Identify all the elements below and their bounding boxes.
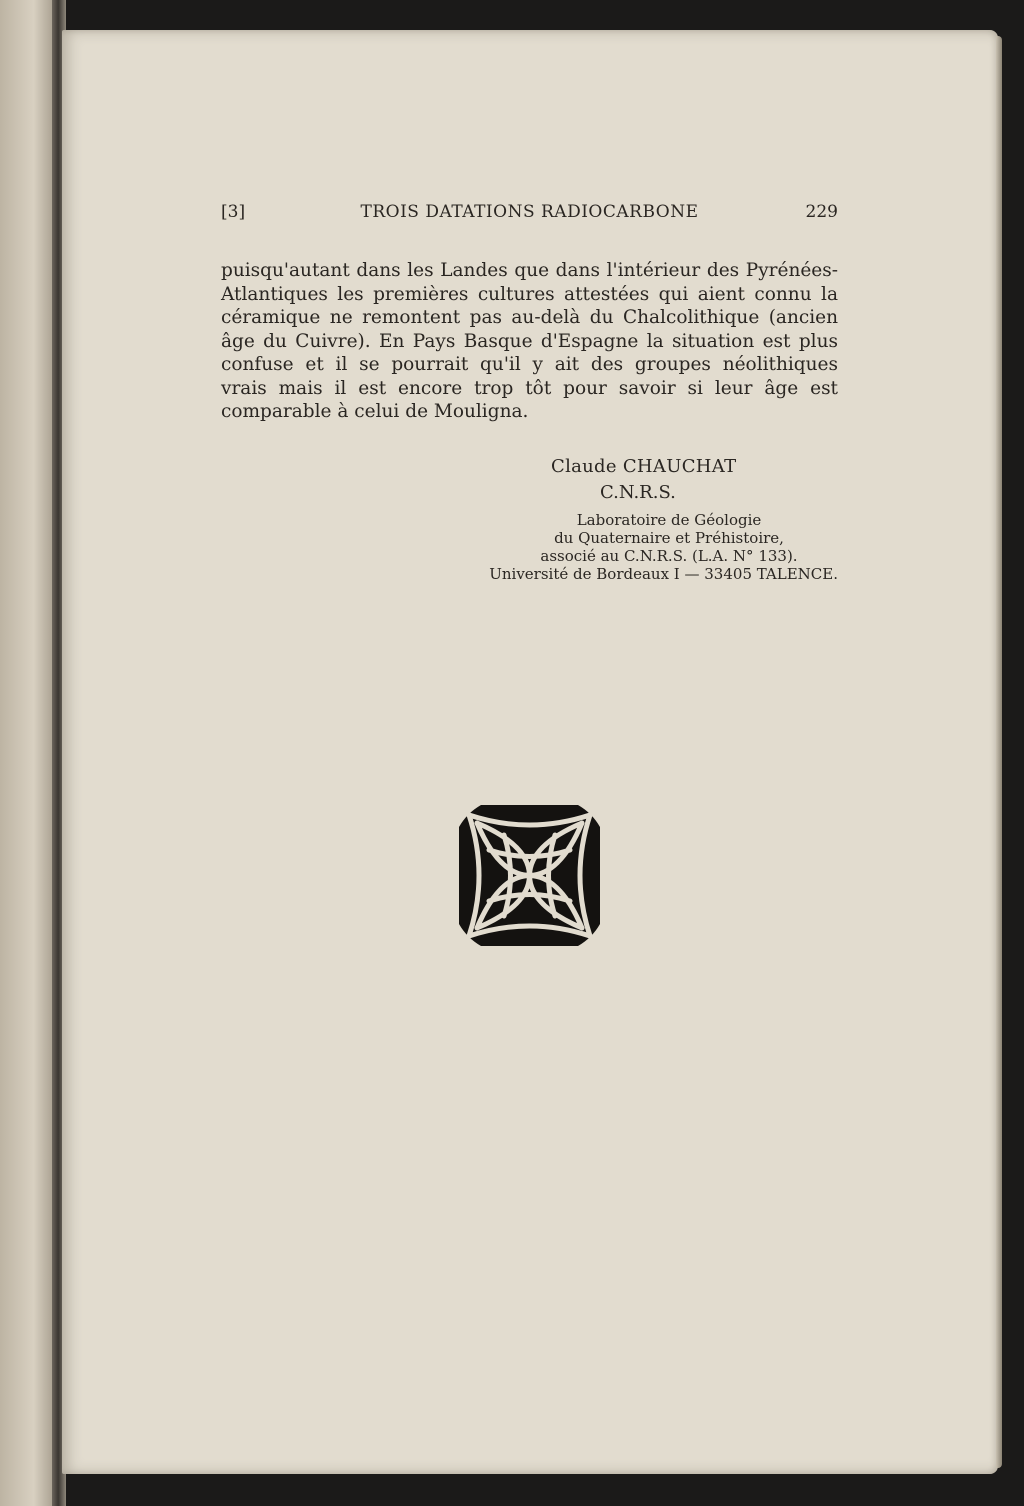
text-line: confuse et il se pourrait qu'il y ait des groupes néolithiques bbox=[221, 354, 838, 375]
facing-page-edge bbox=[0, 0, 56, 1506]
affiliation-line: du Quaternaire et Préhistoire, bbox=[554, 529, 784, 547]
affiliation-line: associé au C.N.R.S. (L.A. N° 133). bbox=[540, 547, 798, 565]
page-number: 229 bbox=[805, 202, 838, 222]
affiliation-line: Laboratoire de Géologie bbox=[576, 511, 762, 529]
book-page bbox=[62, 30, 998, 1474]
text-line: Atlantiques les premières cultures attestées qui aient connu la bbox=[221, 283, 838, 305]
author-name: Claude CHAUCHAT bbox=[551, 456, 737, 477]
affiliation-line: Université de Bordeaux I — 33405 TALENCE. bbox=[489, 565, 838, 583]
text-line: puisqu'autant dans les Landes que dans l'intérieur des Pyrénées- bbox=[221, 260, 838, 281]
body-paragraph bbox=[221, 259, 838, 424]
text-line: céramique ne remontent pas au-delà du Chalcolithique (ancien bbox=[221, 307, 838, 328]
author-organization: C.N.R.S. bbox=[600, 482, 676, 503]
author-affiliation bbox=[440, 511, 838, 583]
page-edge bbox=[996, 36, 1002, 1468]
text-line: comparable à celui de Mouligna. bbox=[221, 401, 529, 422]
running-title: TROIS DATATIONS RADIOCARBONE bbox=[360, 202, 699, 222]
decorative-fleuron-icon bbox=[459, 805, 600, 946]
text-line: âge du Cuivre). En Pays Basque d'Espagne la situation est plus bbox=[221, 330, 838, 352]
running-header bbox=[221, 202, 838, 228]
section-number: [3] bbox=[221, 202, 246, 222]
text-line: vrais mais il est encore trop tôt pour savoir si leur âge est bbox=[221, 377, 838, 399]
